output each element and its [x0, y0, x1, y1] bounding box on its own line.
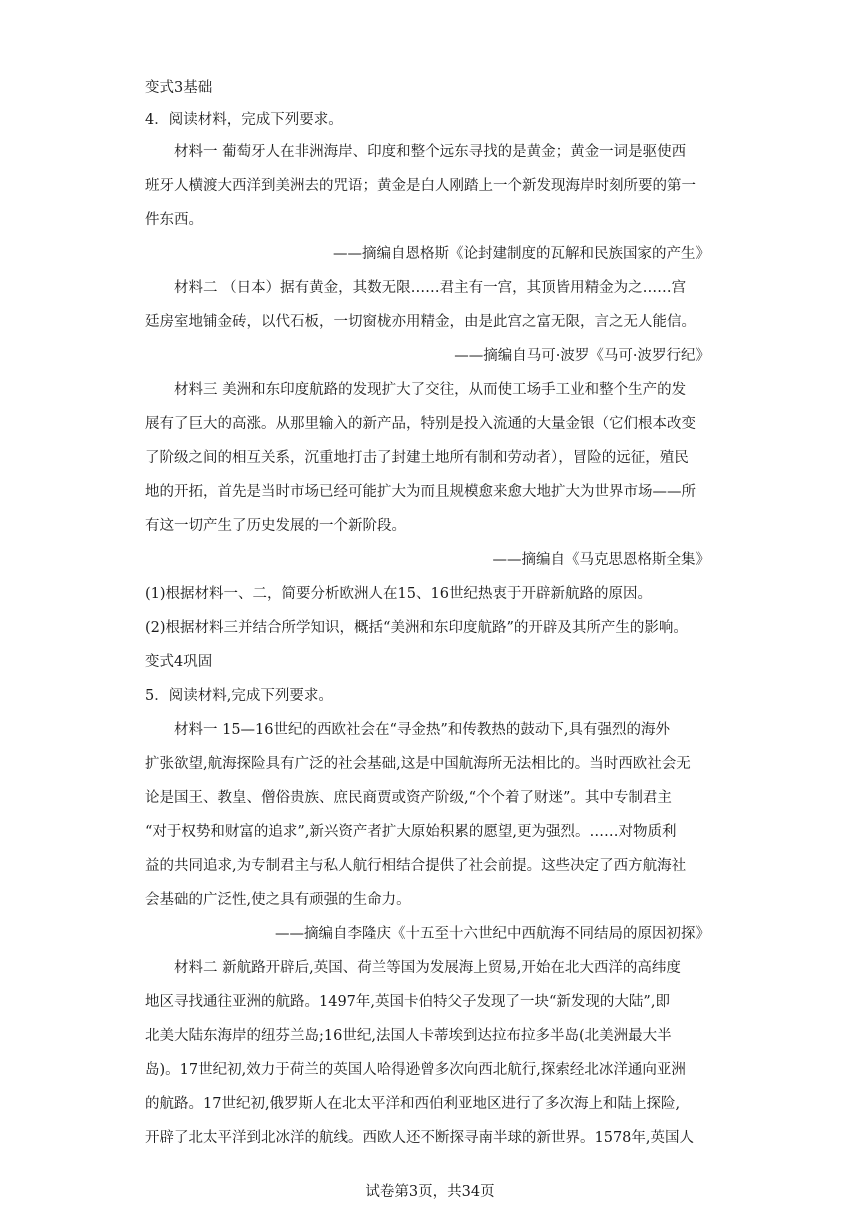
- material-1-source: ——摘编自恩格斯《论封建制度的瓦解和民族国家的产生》: [333, 246, 710, 262]
- q5-material-1-line-6: 会基础的广泛性,使之具有顽强的生命力。: [145, 892, 411, 908]
- material-3-line-2: 展有了巨大的高涨。从那里输入的新产品，特别是投入流通的大量金银（它们根本改变: [145, 416, 696, 432]
- page-footer: 试卷第3页，共34页: [365, 1184, 495, 1200]
- q5-material-2-line-2: 地区寻找通往亚洲的航路。1497年,英国卡伯特父子发现了一块“新发现的大陆”,即: [145, 994, 670, 1010]
- q5-material-1-source: ——摘编自李隆庆《十五至十六世纪中西航海不同结局的原因初探》: [275, 926, 710, 942]
- material-1-line-2: 班牙人横渡大西洋到美洲去的咒语；黄金是白人刚踏上一个新发现海岸时刻所要的第一: [145, 178, 696, 194]
- section-heading-variant-3: 变式3基础: [145, 80, 213, 96]
- material-2-source: ——摘编自马可·波罗《马可·波罗行纪》: [454, 348, 710, 364]
- material-2-line-1: 材料二 （日本）据有黄金，其数无限……君主有一宫，其顶皆用精金为之……宫: [174, 280, 687, 296]
- q5-material-2-line-4: 岛)。17世纪初,效力于荷兰的英国人哈得逊曾多次向西北航行,探索经北冰洋通向亚洲: [145, 1062, 686, 1078]
- question-4-prompt: 4．阅读材料，完成下列要求。: [145, 112, 343, 128]
- material-2-line-2: 廷房室地铺金砖，以代石板，一切窗栊亦用精金，由是此宫之富无限，言之无人能信。: [145, 314, 696, 330]
- material-3-line-1: 材料三 美洲和东印度航路的发现扩大了交往，从而使工场手工业和整个生产的发: [174, 382, 687, 398]
- question-5-prompt: 5．阅读材料,完成下列要求。: [145, 688, 333, 704]
- material-3-line-3: 了阶级之间的相互关系，沉重地打击了封建土地所有制和劳动者），冒险的远征，殖民: [145, 450, 689, 466]
- q5-material-1-line-4: “对于权势和财富的追求”,新兴资产者扩大原始积累的愿望,更为强烈。……对物质利: [145, 824, 677, 840]
- q5-material-2-line-3: 北美大陆东海岸的纽芬兰岛;16世纪,法国人卡蒂埃到达拉布拉多半岛(北美洲最大半: [145, 1028, 672, 1044]
- material-3-line-4: 地的开拓，首先是当时市场已经可能扩大为而且规模愈来愈大地扩大为世界市场——所: [145, 484, 696, 500]
- q5-material-1-line-2: 扩张欲望,航海探险具有广泛的社会基础,这是中国航海所无法相比的。当时西欧社会无: [145, 756, 691, 772]
- material-3-line-5: 有这一切产生了历史发展的一个新阶段。: [145, 518, 406, 534]
- section-heading-variant-4: 变式4巩固: [145, 654, 213, 670]
- q5-material-1-line-3: 论是国王、教皇、僧俗贵族、庶民商贾或资产阶级,“个个着了财迷”。其中专制君主: [145, 790, 672, 806]
- q5-material-1-line-5: 益的共同追求,为专制君主与私人航行相结合提供了社会前提。这些决定了西方航海社: [145, 858, 687, 874]
- q5-material-2-line-6: 开辟了北太平洋到北冰洋的航线。西欧人还不断探寻南半球的新世界。1578年,英国人: [145, 1130, 695, 1146]
- q5-material-1-line-1: 材料一 15—16世纪的西欧社会在“寻金热”和传教热的鼓动下,具有强烈的海外: [174, 722, 670, 738]
- material-1-line-3: 件东西。: [145, 212, 203, 228]
- q5-material-2-line-5: 的航路。17世纪初,俄罗斯人在北太平洋和西伯利亚地区进行了多次海上和陆上探险,: [145, 1096, 681, 1112]
- material-3-source: ——摘编自《马克思恩格斯全集》: [492, 552, 710, 568]
- q5-material-2-line-1: 材料二 新航路开辟后,英国、荷兰等国为发展海上贸易,开始在北大西洋的高纬度: [174, 960, 681, 976]
- material-1-line-1: 材料一 葡萄牙人在非洲海岸、印度和整个远东寻找的是黄金；黄金一词是驱使西: [174, 144, 687, 160]
- question-4-part-2: (2)根据材料三并结合所学知识，概括“美洲和东印度航路”的开辟及其所产生的影响。: [145, 620, 688, 636]
- question-4-part-1: (1)根据材料一、二，简要分析欧洲人在15、16世纪热衷于开辟新航路的原因。: [145, 586, 652, 602]
